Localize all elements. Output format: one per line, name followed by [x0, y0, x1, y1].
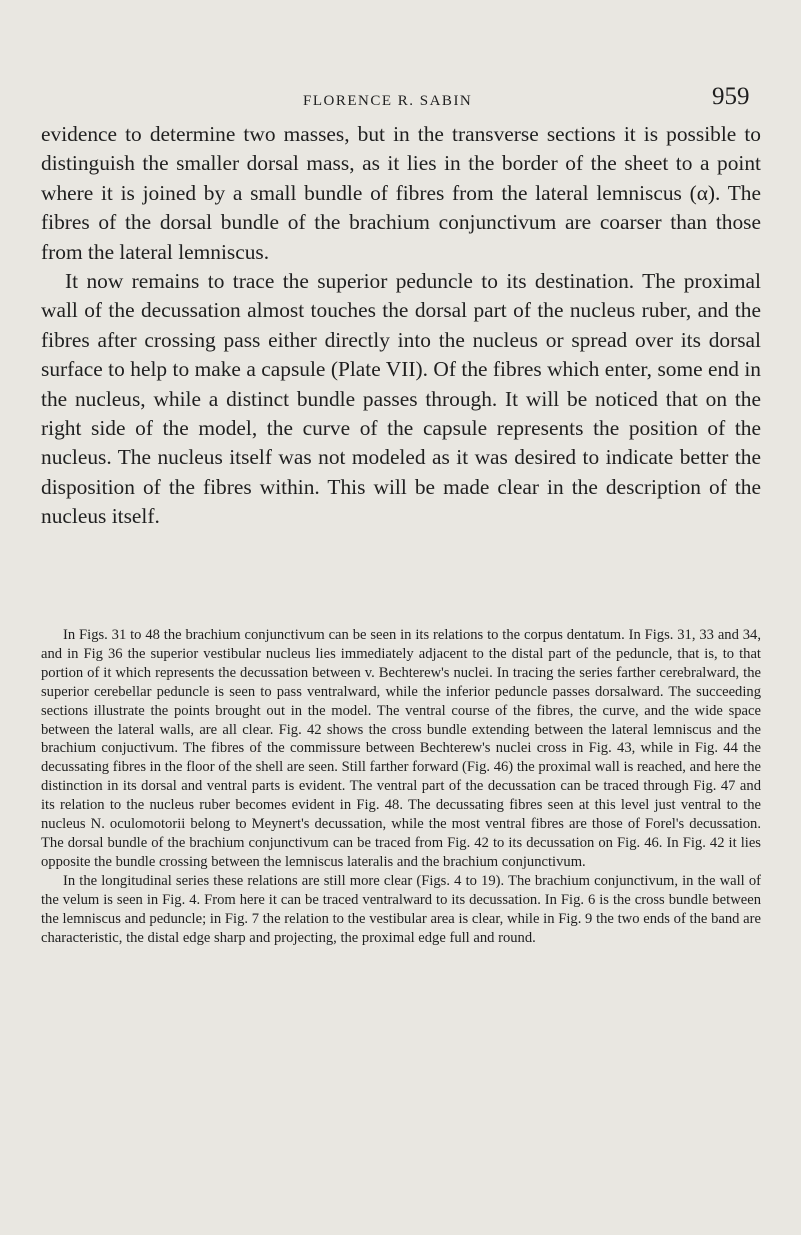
- small-print-paragraph: In Figs. 31 to 48 the brachium conjunctivum can be seen in its relations to the corpus dentatum. In Figs. 31, 33 and 34, and in Fig 36 the superior vestibular nucleus lies immediately adjacent to the distal part of the peduncle, that is, to that portion of it which represents the decussation between v. Bechterew's nuclei. In tracing the series farther cerebralward, the superior cerebellar peduncle is seen to pass ventralward, while the inferior peduncle passes dorsalward. The succeeding sections illustrate the points brought out in the model. The ventral course of the fibres, the curve, and the wide space between the lateral walls, are all clear. Fig. 42 shows the cross bundle extending between the lateral lemniscus and the brachium conjuctivum. The fibres of the commissure between Bechterew's nuclei cross in Fig. 43, while in Fig. 44 the decussating fibres in the floor of the shell are seen. Still farther forward (Fig. 46) the proximal wall is reached, and here the distinction in its dorsal and ventral parts is evident. The ventral part of the decussation can be traced through Fig. 47 and its relation to the nucleus ruber becomes evident in Fig. 48. The decussating fibres seen at this level just ventral to the nucleus N. oculomotorii belong to Meynert's decussation, while the most ventral fibres are those of Forel's decussation. The dorsal bundle of the brachium conjunctivum can be traced from Fig. 42 to its decussation on Fig. 46. In Fig. 42 it lies opposite the bundle crossing between the lemniscus lateralis and the brachium conjunctivum.: [41, 627, 761, 870]
- body-paragraph: It now remains to trace the superior peduncle to its destination. The proximal wall of the decussation almost touches the dorsal part of the nucleus ruber, and the fibres after crossing pass either directly into the nucleus or spread over its dorsal surface to help to make a capsule (Plate VII). Of the fibres which enter, some end in the nucleus, while a distinct bundle passes through. It will be noticed that on the right side of the model, the curve of the capsule represents the position of the nucleus. The nucleus itself was not modeled as it was desired to indicate better the disposition of the fibres within. This will be made clear in the description of the nucleus itself.: [41, 269, 761, 529]
- body-paragraph: evidence to determine two masses, but in the transverse sections it is possible to distinguish the smaller dorsal mass, as it lies in the border of the sheet to a point where it is joined by a small bundle of fibres from the lateral lemniscus (α). The fibres of the dorsal bundle of the brachium conjunctivum are coarser than those from the lateral lemniscus.: [41, 122, 761, 264]
- small-print-paragraph: In the longitudinal series these relations are still more clear (Figs. 4 to 19). The brachium conjunctivum, in the wall of the velum is seen in Fig. 4. From here it can be traced ventralward to its decussation. In Fig. 6 is the cross bundle between the lemniscus and peduncle; in Fig. 7 the relation to the vestibular area is clear, while in Fig. 9 the two ends of the band are characteristic, the distal edge sharp and projecting, the proximal edge full and round.: [41, 872, 761, 946]
- small-print-text: [41, 626, 761, 947]
- running-head: [0, 83, 801, 117]
- page-number: 959: [712, 83, 750, 110]
- running-head-author: FLORENCE R. SABIN: [303, 93, 473, 109]
- main-text: [41, 120, 761, 532]
